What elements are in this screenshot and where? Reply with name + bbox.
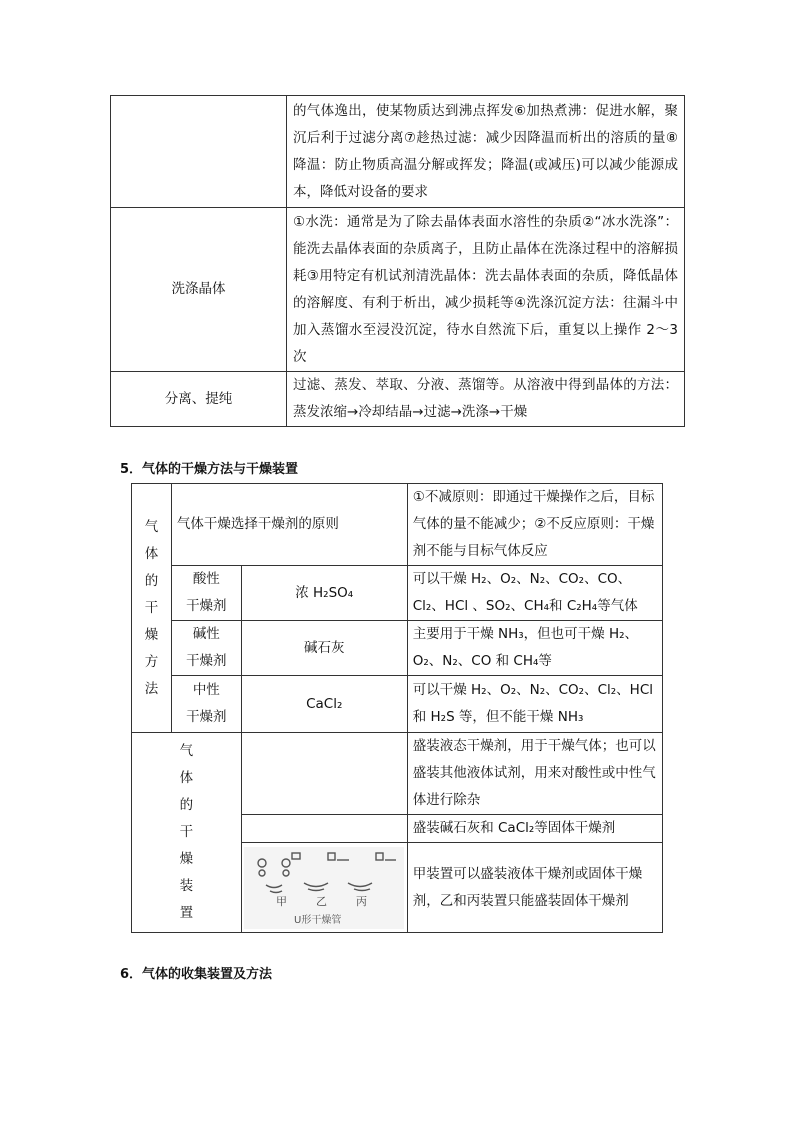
desiccant-agent: 碱石灰 [241, 621, 407, 676]
desiccant-agent: CaCl₂ [241, 676, 407, 733]
principle-label: 气体干燥选择干燥剂的原则 [171, 484, 407, 566]
device-text: 盛装液态干燥剂，用于干燥气体；也可以盛装其他液体试剂，用来对酸性或中性气体进行除杂 [407, 733, 662, 815]
device-image-cell [241, 733, 407, 815]
table-row [132, 733, 663, 815]
table-row [132, 676, 663, 733]
tube-label-jia: 甲 [275, 894, 287, 908]
desiccant-type: 碱性 干燥剂 [171, 621, 241, 676]
table-row [132, 484, 663, 566]
desiccant-agent: 浓 H₂SO₄ [241, 566, 407, 621]
row-text: ①水洗：通常是为了除去晶体表面水溶性的杂质②“冰水洗涤”：能洗去晶体表面的杂质离子，且防止晶体在洗涤过程中的溶解损耗③用特定有机试剂清洗晶体：洗去晶体表面的杂质，降低晶体的溶解度、有利于析出，减少损耗等④洗涤沉淀方法：往漏斗中加入蒸馏水至浸没沉淀，待水自然流下后，重复以上操作 2～3次 [287, 208, 685, 372]
device-text: 盛装碱石灰和 CaCl₂等固体干燥剂 [407, 815, 662, 843]
drying-tubes-illustration [244, 847, 404, 929]
device-text: 甲装置可以盛装液体干燥剂或固体干燥剂，乙和丙装置只能盛装固体干燥剂 [407, 843, 662, 933]
tube-label-bing: 丙 [355, 894, 367, 908]
desiccant-use: 可以干燥 H₂、O₂、N₂、CO₂、CO、Cl₂、HCl 、SO₂、CH₄和 C₂H₄等气体 [407, 566, 662, 621]
separation-methods-table [110, 95, 685, 427]
desiccant-type: 酸性 干燥剂 [171, 566, 241, 621]
desiccant-use: 主要用于干燥 NH₃，但也可干燥 H₂、O₂、N₂、CO 和 CH₄等 [407, 621, 662, 676]
desiccant-use: 可以干燥 H₂、O₂、N₂、CO₂、Cl₂、HCl 和 H₂S 等，但不能干燥 NH₃ [407, 676, 662, 733]
method-label: 气 体 的 干 燥 方 法 [132, 484, 172, 733]
table-row [132, 566, 663, 621]
section-heading: 6．气体的收集装置及方法 [120, 967, 273, 982]
tube-label-yi: 乙 [315, 894, 327, 908]
gas-drying-table [131, 483, 663, 933]
device-image-cell [241, 815, 407, 843]
row-text: 过滤、蒸发、萃取、分液、蒸馏等。从溶液中得到晶体的方法：蒸发浓缩→冷却结晶→过滤→洗涤→干燥 [287, 372, 685, 427]
drying-tube-figure [241, 843, 407, 933]
table-row [111, 372, 685, 427]
principle-text: ①不减原则：即通过干燥操作之后，目标气体的量不能减少；②不反应原则：干燥剂不能与目标气体反应 [407, 484, 662, 566]
row-text: 的气体逸出，使某物质达到沸点挥发⑥加热煮沸：促进水解，聚沉后利于过滤分离⑦趁热过滤：减少因降温而析出的溶质的量⑧降温：防止物质高温分解或挥发；降温(或减压)可以减少能源成本，降低对设备的要求 [287, 96, 685, 208]
row-label [111, 96, 287, 208]
section-heading: 5．气体的干燥方法与干燥装置 [120, 462, 299, 477]
row-label: 洗涤晶体 [111, 208, 287, 372]
table-row [111, 208, 685, 372]
device-label: 气 体 的 干 燥 装 置 [132, 733, 242, 933]
row-label: 分离、提纯 [111, 372, 287, 427]
desiccant-type: 中性 干燥剂 [171, 676, 241, 733]
table-row [132, 621, 663, 676]
table-row [111, 96, 685, 208]
figure-caption: U形干燥管 [293, 914, 342, 926]
